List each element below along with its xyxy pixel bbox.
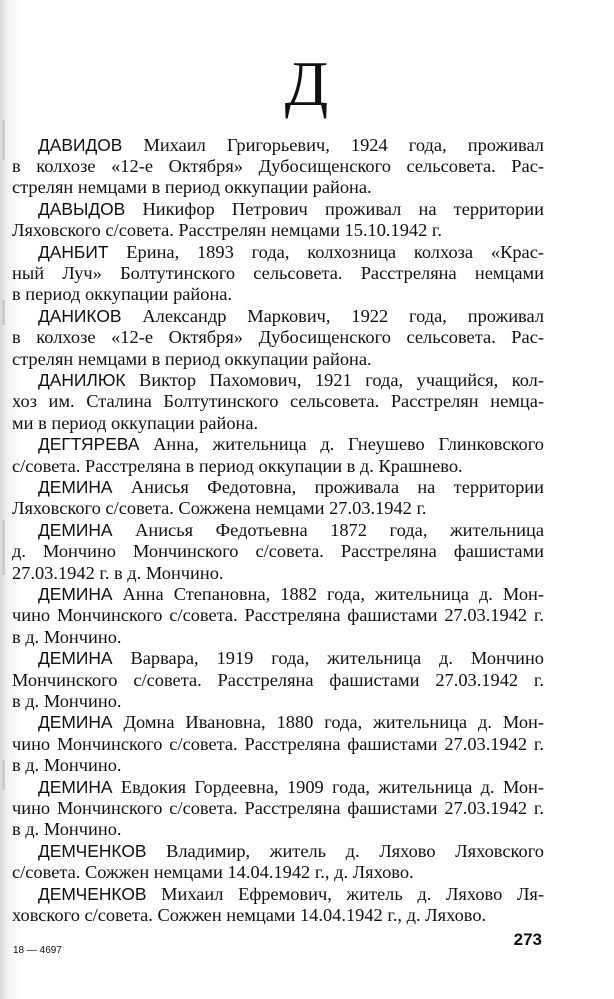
entry-line [12,306,544,327]
entry-text: д. Мончино Мончинского с/совета. Расстреляна фашистами [12,541,544,562]
entry-line [12,156,544,177]
entry-list [12,135,544,927]
entry-surname: ДЕМИНА [38,776,113,797]
entry-line [12,177,544,198]
signature-mark: 18 — 4697 [13,945,62,956]
entry-line [12,541,544,562]
entry-text: чино Мончинского с/совета. Расстреляна фашистами 27.03.1942 г. [12,605,544,626]
entry-surname: ДЕМИНА [38,520,113,541]
entry-text: Михаил Ефремович, житель д. Ляхово Ля- [161,883,544,904]
entry-surname: ДАНИКОВ [38,306,122,327]
entry-surname: ДЕМИНА [38,477,113,498]
entry-text: ховского с/совета. Сожжен немцами 14.04.1942 г., д. Ляхово. [12,904,487,925]
entry-line [12,327,544,348]
entry-text: стрелян немцами в период оккупации района. [12,177,372,198]
entry-text: ный Луч» Болтутинского сельсовета. Расстреляна немцами [12,263,544,284]
entry-line [12,220,544,241]
entry-text: в колхозе «12-е Октября» Дубосищенского сельсовета. Рас- [12,327,544,348]
entry-line [12,862,544,883]
entry-surname: ДЕМЧЕНКОВ [38,840,147,861]
entry-line [12,734,544,755]
entry-item [12,135,544,199]
entry-surname: ДАНИЛЮК [38,370,126,391]
entry-line [12,370,544,391]
entry-line [12,391,544,412]
entry-text: Анисья Федотьевна 1872 года, жительница [135,520,544,541]
entry-text: в период оккупации района. [12,284,233,305]
entry-text: чино Мончинского с/совета. Расстреляна фашистами 27.03.1942 г. [12,797,544,818]
entry-text: Домна Ивановна, 1880 года, жительница д. Мон- [123,712,544,733]
entry-surname: ДЕМИНА [38,584,113,605]
entry-text: Анисья Федотовна, проживала на территории [130,477,544,498]
entry-item [12,520,544,584]
entry-text: в колхозе «12-е Октября» Дубосищенского сельсовета. Рас- [12,156,544,177]
entry-text: Александр Маркович, 1922 года, проживал [142,306,544,327]
entry-text: в д. Мончино. [12,819,122,839]
entry-text: Мончинского с/совета. Расстреляна фашистами 27.03.1942 г. [12,669,544,690]
entry-text: чино Мончинского с/совета. Расстреляна фашистами 27.03.1942 г. [12,733,544,754]
entry-surname: ДАВЫДОВ [38,199,126,220]
entry-surname: ДАВИДОВ [38,135,123,155]
entry-item [12,841,544,883]
entry-line [12,263,544,284]
entry-line [12,627,544,648]
entry-text: в д. Мончино. [12,626,122,647]
entry-line [12,242,544,263]
entry-item [12,477,544,519]
entry-line [12,135,544,156]
entry-item [12,584,544,648]
entry-line [12,670,544,691]
entry-text: 27.03.1942 г. в д. Мончино. [12,562,224,583]
page-number: 273 [513,930,542,949]
entry-line [12,199,544,220]
entry-text: в д. Мончино. [12,690,122,711]
entry-surname: ДЕМИНА [38,712,113,733]
entry-item [12,884,544,926]
entry-line [12,477,544,498]
entry-line [12,284,544,305]
entry-line [12,777,544,798]
entry-line [12,712,544,733]
entry-line [12,691,544,712]
entry-line [12,413,544,434]
entry-item [12,712,544,776]
entry-text: Анна Степановна, 1882 года, жительница д. Мон- [122,584,544,605]
entry-line [12,498,544,519]
entry-surname: ДЕГТЯРЕВА [38,434,140,455]
entry-item [12,434,544,476]
entry-line [12,798,544,819]
entry-line [12,434,544,455]
entry-text: Ляховского с/совета. Расстрелян немцами 15.10.1942 г. [12,220,442,241]
entry-line [12,584,544,605]
entry-line [12,905,544,926]
entry-text: Евдокия Гордеевна, 1909 года, жительница д. Мон- [120,776,545,797]
entry-line [12,755,544,776]
entry-text: с/совета. Расстреляна в период оккупации в д. Крашнево. [12,455,463,476]
entry-surname: ДЕМЧЕНКОВ [38,883,147,904]
entry-item [12,777,544,841]
entry-text: Михаил Григорьевич, 1924 года, проживал [143,135,544,155]
entry-line [12,819,544,840]
entry-text: хоз им. Сталина Болтутинского сельсовета. Расстрелян немца- [12,391,544,412]
entry-item [12,370,544,434]
entry-text: Анна, жительница д. Гнеушево Глинковского [153,434,544,455]
entry-line [12,841,544,862]
entry-line [12,456,544,477]
entry-text: Ерина, 1893 года, колхозница колхоза «Крас- [126,242,544,263]
entry-line [12,563,544,584]
entry-item [12,648,544,712]
entry-text: Виктор Пахомович, 1921 года, учащийся, кол- [139,370,544,391]
entry-line [12,520,544,541]
entry-item [12,306,544,370]
entry-text: с/совета. Сожжен немцами 14.04.1942 г., д. Ляхово. [12,861,414,882]
entry-surname: ДЕМИНА [38,648,113,669]
entry-text: в д. Мончино. [12,754,122,775]
entry-text: Варвара, 1919 года, жительница д. Мончино [130,648,544,669]
entry-text: Ляховского с/совета. Сожжена немцами 27.03.1942 г. [12,498,427,519]
entry-line [12,349,544,370]
entry-text: стрелян немцами в период оккупации района. [12,348,372,369]
entry-item [12,242,544,306]
entry-line [12,884,544,905]
entry-line [12,648,544,669]
entry-surname: ДАНБИТ [38,242,109,263]
entry-text: Владимир, житель д. Ляхово Ляховского [166,840,544,861]
section-letter: Д [284,48,330,119]
entry-text: Никифор Петрович проживал на территории [142,199,544,220]
entry-line [12,605,544,626]
entry-item [12,199,544,241]
entry-text: ми в период оккупации района. [12,412,259,433]
